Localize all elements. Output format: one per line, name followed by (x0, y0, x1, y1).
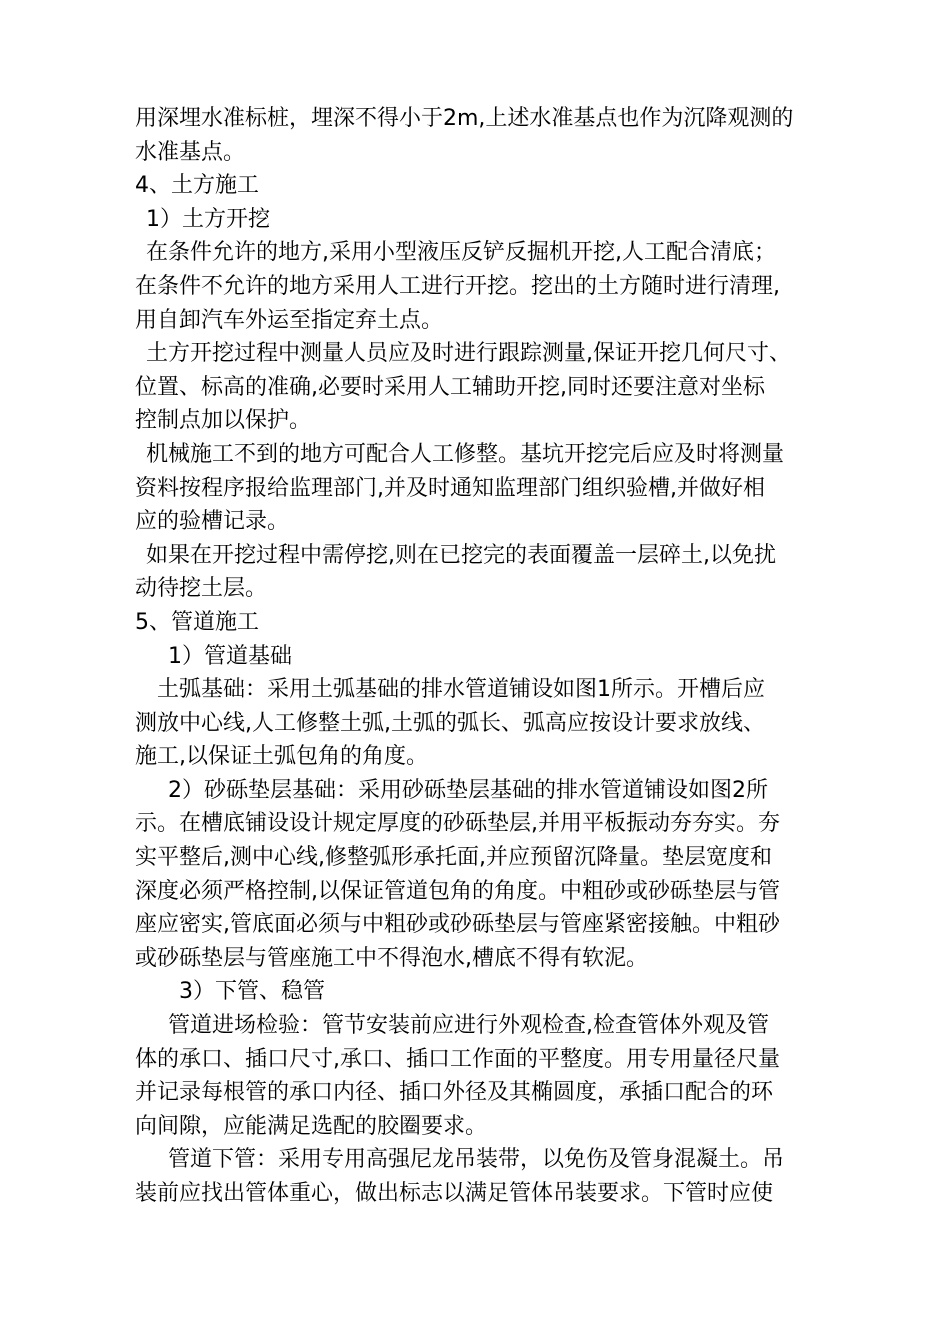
text-line: 管道进场检验：管节安装前应进行外观检查,检查管体外观及管 (168, 1013, 769, 1039)
text-line: 水准基点。 (135, 139, 246, 165)
text-line: 土方开挖过程中测量人员应及时进行跟踪测量,保证开挖几何尺寸、 (146, 341, 791, 367)
subsection-heading: 1）管道基础 (168, 643, 292, 669)
text-line: 体的承口、插口尺寸,承口、插口工作面的平整度。用专用量径尺量 (135, 1046, 780, 1072)
text-line: 管道下管：采用专用高强尼龙吊装带，以免伤及管身混凝土。吊 (168, 1147, 785, 1173)
text-line: 施工,以保证土弧包角的角度。 (135, 744, 428, 770)
subsection-heading: 1）土方开挖 (146, 206, 270, 232)
text-line: 控制点加以保护。 (135, 408, 312, 434)
text-line: 资料按程序报给监理部门,并及时通知监理部门组织验槽,并做好相 (135, 475, 765, 501)
text-line: 并记录每根管的承口内径、插口外径及其椭圆度，承插口配合的环 (135, 1080, 774, 1106)
text-line: 在条件允许的地方,采用小型液压反铲反掘机开挖,人工配合清底； (146, 240, 776, 266)
text-line: 应的验槽记录。 (135, 509, 290, 535)
text-line: 动待挖土层。 (135, 576, 268, 602)
section-heading: 5、管道施工 (135, 609, 259, 635)
subsection-heading: 3）下管、稳管 (179, 979, 325, 1005)
text-line: 座应密实,管底面必须与中粗砂或砂砾垫层与管座紧密接触。中粗砂 (135, 912, 780, 938)
text-line: 如果在开挖过程中需停挖,则在已挖完的表面覆盖一层碎土,以免扰 (146, 542, 776, 568)
text-line: 位置、标高的准确,必要时采用人工辅助开挖,同时还要注意对坐标 (135, 374, 765, 400)
subsection-heading: 2）砂砾垫层基础：采用砂砾垫层基础的排水管道铺设如图2所 (168, 777, 768, 803)
section-heading: 4、土方施工 (135, 173, 259, 199)
body-text (135, 102, 835, 1211)
text-line: 土弧基础：采用土弧基础的排水管道铺设如图1所示。开槽后应 (157, 677, 765, 703)
text-line: 示。在槽底铺设设计规定厚度的砂砾垫层,并用平板振动夯夯实。夯 (135, 811, 780, 837)
text-line: 用深埋水准标桩，埋深不得小于2m,上述水准基点也作为沉降观测的 (135, 106, 794, 131)
text-line: 深度必须严格控制,以保证管道包角的角度。中粗砂或砂砾垫层与管 (135, 878, 780, 904)
text-line: 向间隙，应能满足选配的胶圈要求。 (135, 1113, 488, 1139)
text-line: 在条件不允许的地方采用人工进行开挖。挖出的土方随时进行清理, (135, 273, 780, 299)
text-line: 实平整后,测中心线,修整弧形承托面,并应预留沉降量。垫层宽度和 (135, 845, 772, 871)
text-line: 测放中心线,人工修整土弧,土弧的弧长、弧高应按设计要求放线、 (135, 710, 765, 736)
text-line: 用自卸汽车外运至指定弃土点。 (135, 307, 444, 333)
text-line: 或砂砾垫层与管座施工中不得泡水,槽底不得有软泥。 (135, 945, 648, 971)
text-line: 机械施工不到的地方可配合人工修整。基坑开挖完后应及时将测量 (146, 441, 785, 467)
text-line: 装前应找出管体重心，做出标志以满足管体吊装要求。下管时应使 (135, 1181, 774, 1206)
